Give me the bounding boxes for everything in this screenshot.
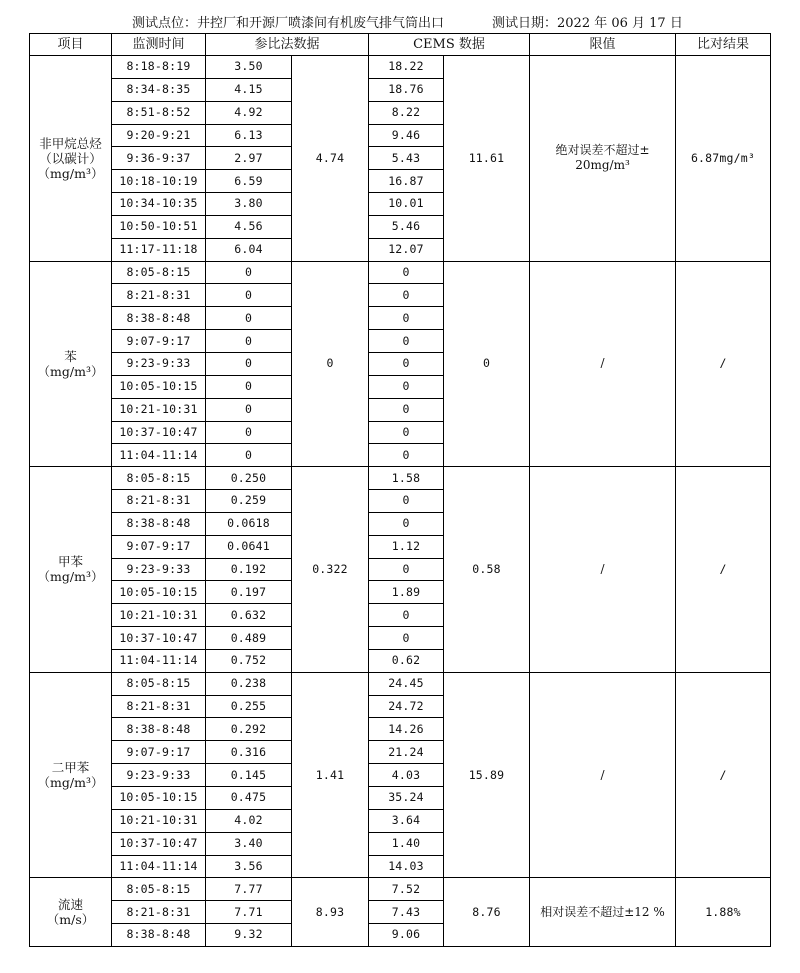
limit-value: /	[530, 261, 676, 467]
reference-value: 0	[206, 307, 292, 330]
monitor-time: 8:21-8:31	[112, 901, 206, 924]
reference-value: 0.0618	[206, 512, 292, 535]
reference-value: 0.316	[206, 741, 292, 764]
monitor-time: 10:37-10:47	[112, 421, 206, 444]
table-row	[30, 56, 771, 79]
cems-value: 0	[369, 627, 444, 650]
cems-value: 1.12	[369, 535, 444, 558]
monitor-time: 8:05-8:15	[112, 878, 206, 901]
monitor-time: 10:18-10:19	[112, 170, 206, 193]
monitor-time: 10:21-10:31	[112, 398, 206, 421]
report-header	[0, 10, 800, 32]
cems-value: 0	[369, 421, 444, 444]
reference-value: 0	[206, 398, 292, 421]
monitor-time: 9:23-9:33	[112, 352, 206, 375]
cems-value: 9.06	[369, 924, 444, 947]
reference-value: 0.238	[206, 672, 292, 695]
table-row	[30, 878, 771, 901]
reference-value: 0.632	[206, 604, 292, 627]
monitor-time: 10:50-10:51	[112, 215, 206, 238]
reference-value: 0	[206, 375, 292, 398]
cems-value: 0	[369, 352, 444, 375]
cems-value: 0	[369, 490, 444, 513]
cems-value: 0	[369, 444, 444, 467]
reference-value: 0.259	[206, 490, 292, 513]
cems-value: 8.22	[369, 101, 444, 124]
monitor-time: 10:37-10:47	[112, 627, 206, 650]
cems-average: 8.76	[444, 878, 530, 947]
monitor-time: 9:23-9:33	[112, 558, 206, 581]
table-header-row	[30, 34, 771, 56]
reference-value: 0	[206, 352, 292, 375]
monitor-time: 11:04-11:14	[112, 649, 206, 672]
reference-value: 0	[206, 444, 292, 467]
reference-value: 3.56	[206, 855, 292, 878]
pollutant-item: 非甲烷总烃 （以碳计） （mg/m³）	[30, 56, 112, 262]
comparison-result: 6.87mg/m³	[676, 56, 771, 262]
pollutant-item: 甲苯 （mg/m³）	[30, 467, 112, 673]
reference-value: 4.92	[206, 101, 292, 124]
cems-value: 18.22	[369, 56, 444, 79]
reference-value: 6.59	[206, 170, 292, 193]
cems-value: 0	[369, 307, 444, 330]
monitor-time: 8:05-8:15	[112, 672, 206, 695]
monitor-time: 10:21-10:31	[112, 809, 206, 832]
cems-value: 0.62	[369, 649, 444, 672]
reference-value: 0.292	[206, 718, 292, 741]
cems-value: 0	[369, 558, 444, 581]
cems-average: 15.89	[444, 672, 530, 878]
monitor-time: 9:20-9:21	[112, 124, 206, 147]
monitor-time: 8:51-8:52	[112, 101, 206, 124]
monitor-time: 8:05-8:15	[112, 261, 206, 284]
monitor-time: 9:07-9:17	[112, 535, 206, 558]
reference-value: 0	[206, 421, 292, 444]
comparison-table	[29, 33, 771, 947]
reference-value: 7.71	[206, 901, 292, 924]
reference-value: 0.250	[206, 467, 292, 490]
test-date: 测试日期：2022 年 06 月 17 日	[492, 16, 683, 31]
cems-value: 1.40	[369, 832, 444, 855]
reference-value: 6.13	[206, 124, 292, 147]
monitor-time: 11:04-11:14	[112, 855, 206, 878]
cems-value: 3.64	[369, 809, 444, 832]
monitor-time: 9:07-9:17	[112, 330, 206, 353]
monitor-time: 9:07-9:17	[112, 741, 206, 764]
cems-value: 7.52	[369, 878, 444, 901]
reference-value: 0	[206, 284, 292, 307]
monitor-time: 10:05-10:15	[112, 375, 206, 398]
reference-average: 4.74	[292, 56, 369, 262]
reference-value: 0.145	[206, 764, 292, 787]
cems-value: 24.72	[369, 695, 444, 718]
cems-value: 18.76	[369, 78, 444, 101]
cems-average: 0.58	[444, 467, 530, 673]
cems-value: 5.43	[369, 147, 444, 170]
reference-value: 0	[206, 261, 292, 284]
monitor-time: 10:21-10:31	[112, 604, 206, 627]
monitor-time: 10:34-10:35	[112, 193, 206, 216]
pollutant-item: 二甲苯 （mg/m³）	[30, 672, 112, 878]
reference-value: 0.0641	[206, 535, 292, 558]
cems-value: 14.26	[369, 718, 444, 741]
cems-value: 1.58	[369, 467, 444, 490]
cems-value: 1.89	[369, 581, 444, 604]
limit-value: 绝对误差不超过± 20mg/m³	[530, 56, 676, 262]
monitor-time: 10:05-10:15	[112, 787, 206, 810]
col-reference: 参比法数据	[206, 34, 369, 56]
cems-value: 24.45	[369, 672, 444, 695]
monitor-time: 8:38-8:48	[112, 924, 206, 947]
reference-value: 0.475	[206, 787, 292, 810]
cems-value: 0	[369, 512, 444, 535]
monitor-time: 8:34-8:35	[112, 78, 206, 101]
col-time: 监测时间	[112, 34, 206, 56]
cems-value: 21.24	[369, 741, 444, 764]
monitor-time: 8:38-8:48	[112, 307, 206, 330]
cems-value: 4.03	[369, 764, 444, 787]
comparison-result: /	[676, 467, 771, 673]
cems-value: 0	[369, 330, 444, 353]
cems-value: 0	[369, 261, 444, 284]
col-cems: CEMS 数据	[369, 34, 530, 56]
cems-average: 11.61	[444, 56, 530, 262]
cems-average: 0	[444, 261, 530, 467]
cems-value: 12.07	[369, 238, 444, 261]
reference-value: 2.97	[206, 147, 292, 170]
comparison-result: /	[676, 672, 771, 878]
monitor-time: 9:36-9:37	[112, 147, 206, 170]
reference-value: 0.489	[206, 627, 292, 650]
col-result: 比对结果	[676, 34, 771, 56]
table-row	[30, 467, 771, 490]
monitor-time: 8:21-8:31	[112, 490, 206, 513]
reference-average: 0.322	[292, 467, 369, 673]
reference-value: 4.56	[206, 215, 292, 238]
monitor-time: 10:37-10:47	[112, 832, 206, 855]
monitor-time: 8:21-8:31	[112, 695, 206, 718]
table-body	[30, 56, 771, 947]
cems-value: 0	[369, 284, 444, 307]
monitor-time: 8:38-8:48	[112, 718, 206, 741]
monitor-time: 8:05-8:15	[112, 467, 206, 490]
cems-value: 5.46	[369, 215, 444, 238]
monitor-time: 11:04-11:14	[112, 444, 206, 467]
pollutant-item: 苯 （mg/m³）	[30, 261, 112, 467]
col-limit: 限值	[530, 34, 676, 56]
reference-value: 3.40	[206, 832, 292, 855]
limit-value: /	[530, 467, 676, 673]
monitor-time: 8:18-8:19	[112, 56, 206, 79]
monitor-time: 9:23-9:33	[112, 764, 206, 787]
reference-value: 3.50	[206, 56, 292, 79]
monitor-time: 8:38-8:48	[112, 512, 206, 535]
cems-value: 35.24	[369, 787, 444, 810]
cems-value: 16.87	[369, 170, 444, 193]
reference-value: 3.80	[206, 193, 292, 216]
reference-value: 0.192	[206, 558, 292, 581]
limit-value: /	[530, 672, 676, 878]
reference-value: 7.77	[206, 878, 292, 901]
table-row	[30, 261, 771, 284]
cems-value: 10.01	[369, 193, 444, 216]
reference-average: 1.41	[292, 672, 369, 878]
cems-value: 0	[369, 375, 444, 398]
reference-value: 9.32	[206, 924, 292, 947]
reference-value: 0.197	[206, 581, 292, 604]
pollutant-item: 流速 （m/s）	[30, 878, 112, 947]
reference-average: 0	[292, 261, 369, 467]
reference-value: 6.04	[206, 238, 292, 261]
reference-value: 0	[206, 330, 292, 353]
monitor-time: 8:21-8:31	[112, 284, 206, 307]
cems-value: 14.03	[369, 855, 444, 878]
cems-value: 0	[369, 604, 444, 627]
reference-value: 0.752	[206, 649, 292, 672]
reference-value: 0.255	[206, 695, 292, 718]
col-item: 项目	[30, 34, 112, 56]
cems-value: 9.46	[369, 124, 444, 147]
comparison-result: 1.88%	[676, 878, 771, 947]
comparison-result: /	[676, 261, 771, 467]
reference-average: 8.93	[292, 878, 369, 947]
cems-value: 0	[369, 398, 444, 421]
table-row	[30, 672, 771, 695]
reference-value: 4.15	[206, 78, 292, 101]
limit-value: 相对误差不超过±12 %	[530, 878, 676, 947]
monitor-time: 10:05-10:15	[112, 581, 206, 604]
test-location: 测试点位：井控厂和开源厂喷漆间有机废气排气筒出口	[132, 16, 445, 31]
cems-value: 7.43	[369, 901, 444, 924]
reference-value: 4.02	[206, 809, 292, 832]
monitor-time: 11:17-11:18	[112, 238, 206, 261]
